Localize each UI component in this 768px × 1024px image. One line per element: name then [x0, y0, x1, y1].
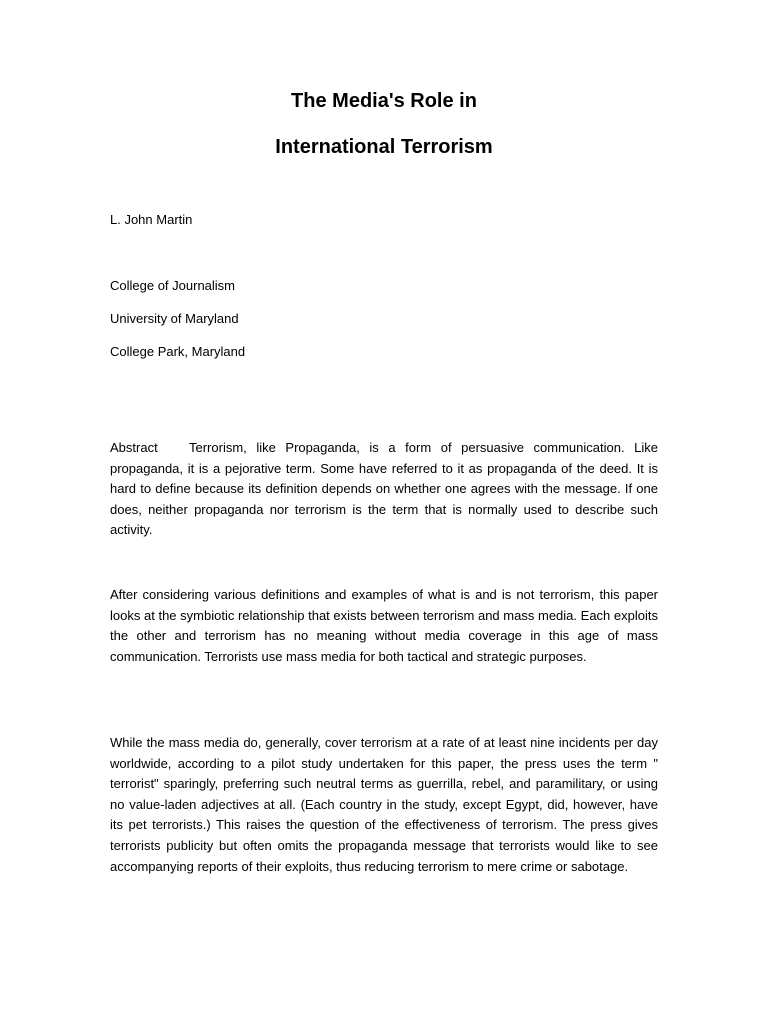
abstract-paragraph — [110, 438, 658, 541]
paper-title-line-1: The Media's Role in — [291, 90, 477, 112]
body-paragraph-2: While the mass media do, generally, cover terrorism at a rate of at least nine incidents per day worldwide, according to a pilot study undertaken for this paper, the press uses the term " terrorist" sparingly, preferring such neutral terms as guerrilla, rebel, and paramilitary, or using no value-laden adjectives at all. (Each country in the study, except Egypt, did, however, have its pet terrorists.) This raises the question of the effectiveness of terrorism. The press gives terrorists publicity but often omits the propaganda message that terrorists would like to see accompanying reports of their exploits, thus reducing terrorism to mere crime or sabotage. — [110, 735, 658, 874]
author-name: L. John Martin — [110, 212, 193, 227]
affiliation-location: College Park, Maryland — [110, 344, 246, 359]
paper-title-line-2: International Terrorism — [275, 136, 493, 158]
abstract-label: Abstract — [110, 440, 158, 455]
abstract-text: Terrorism, like Propaganda, is a form of persuasive communication. Like propaganda, it is a pejorative term. Some have referred to it as propaganda of the deed. It is hard to define because its definition depends on whether one agrees with the message. If one does, neither propaganda nor terrorism is the term that is normally used to describe such activity. — [110, 440, 658, 538]
affiliation-university: University of Maryland — [110, 311, 239, 326]
affiliation-college: College of Journalism — [110, 278, 236, 293]
body-paragraph-1: After considering various definitions and examples of what is and is not terrorism, this paper looks at the symbiotic relationship that exists between terrorism and mass media. Each exploits the other and terrorism has no meaning without media coverage in this age of mass communication. Terrorists use mass media for both tactical and strategic purposes. — [110, 587, 658, 664]
